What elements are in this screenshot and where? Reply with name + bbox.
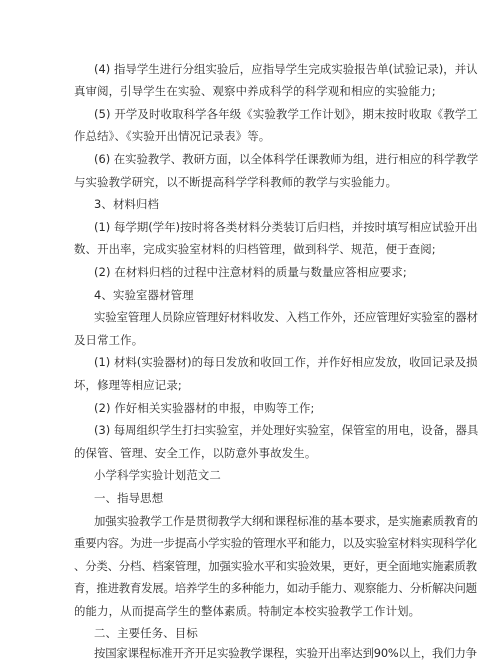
paragraph-line: (4) 指导学生进行分组实验后，应指导学生完成实验报告单(试验记录)，并认: [94, 62, 478, 76]
section-heading: 一、指导思想: [94, 491, 164, 505]
paragraph-line: 按国家课程标准开齐开足实验教学课程，实验开出率达到90%以上，我们力争: [94, 646, 477, 660]
paragraph-line: 作总结》、《实验开出情况记录表》等。: [74, 129, 271, 143]
section-title: 小学科学实验计划范文二: [94, 468, 221, 482]
paragraph-line: 的保管、管理、安全工作，以防意外事故发生。: [74, 446, 317, 460]
paragraph-line: (2) 作好相关实验器材的申报，申购等工作;: [94, 401, 315, 415]
section-heading: 二、主要任务、目标: [94, 626, 198, 640]
paragraph-line: (3) 每周组织学生打扫实验室，并处理好实验室，保管室的用电，设备，器具: [94, 423, 479, 437]
section-heading: 3、材料归档: [94, 197, 160, 211]
paragraph-line: 数、开出率，完成实验室材料的归档管理，做到科学、规范，便于查阅;: [74, 242, 436, 256]
paragraph-line: (6) 在实验教学、教研方面，以全体科学任课教师为组，进行相应的科学教学: [94, 152, 479, 166]
paragraph-line: 加强实验教学工作是贯彻教学大纲和课程标准的基本要求，是实施素质教育的: [94, 514, 478, 528]
paragraph-line: (2) 在材料归档的过程中注意材料的质量与数量应答相应要求;: [94, 265, 407, 279]
paragraph-line: 坏，修理等相应记录;: [74, 378, 182, 392]
paragraph-line: 实验室管理人员除应管理好材料收发、入档工作外，还应管理好实验室的器材: [94, 310, 478, 324]
section-heading: 4、实验室器材管理: [94, 288, 194, 302]
paragraph-line: 育，推进教育发展。培养学生的多种能力，如动手能力、观察能力、分析解决问题: [74, 581, 477, 595]
paragraph-line: 及日常工作。: [74, 333, 144, 347]
paragraph-line: 的能力，从而提高学生的整体素质。特制定本校实验教学工作计划。: [74, 604, 421, 618]
paragraph-line: (5) 开学及时收取科学各年级《实验教学工作计划》，期末按时收取《教学工: [94, 107, 478, 121]
paragraph-line: 、分类、分档、档案管理，加强实验水平和实验效果，更好，更全面地实施素质教: [74, 559, 477, 573]
paragraph-line: 与实验教学研究，以不断提高科学学科教师的教学与实验能力。: [74, 175, 398, 189]
paragraph-line: (1) 每学期(学年)按时将各类材料分类装订后归档，并按时填写相应试验开出: [94, 220, 478, 234]
paragraph-line: 重要内容。为进一步提高小学实验的管理水平和能力，以及实验室材料实现科学化: [74, 536, 477, 550]
paragraph-line: (1) 材料(实验器材)的每日发放和收回工作，并作好相应发放，收回记录及损: [94, 355, 478, 369]
paragraph-line: 真审阅，引导学生在实验、观察中养成科学的科学观和相应的实验能力;: [74, 84, 436, 98]
